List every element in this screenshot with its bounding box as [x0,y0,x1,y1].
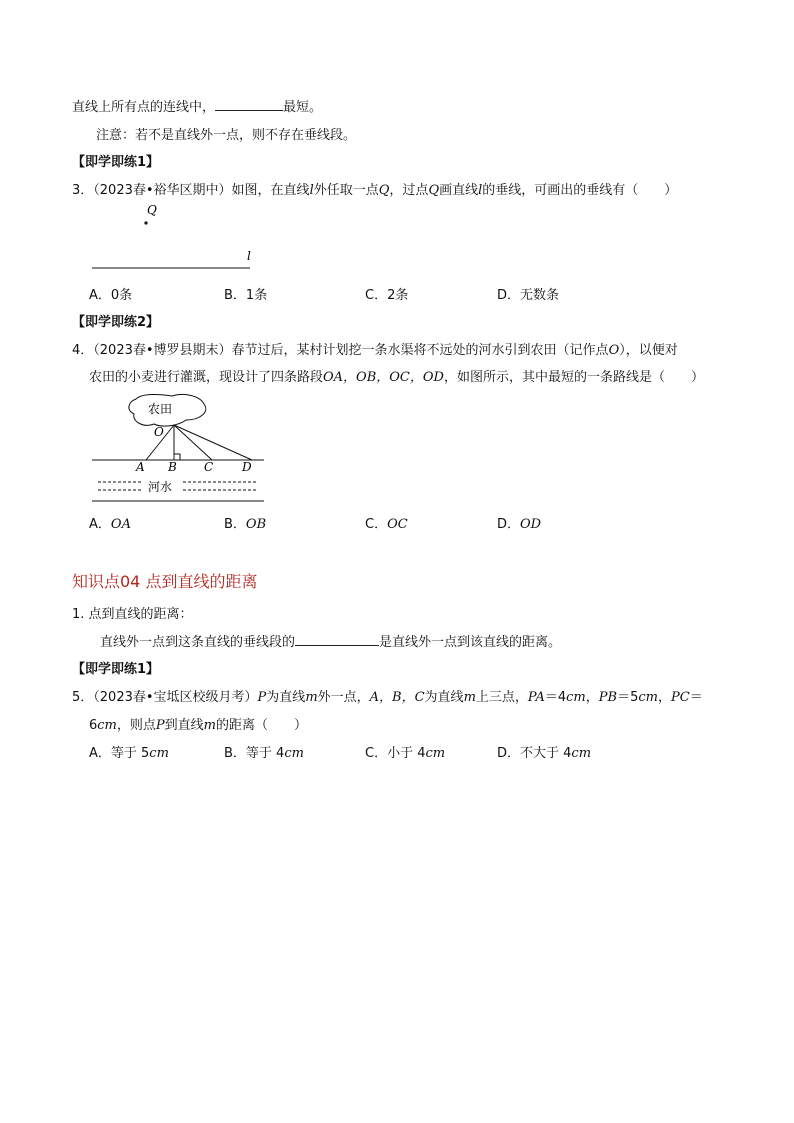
question-3-figure [80,198,280,278]
point-q-label: Q [147,203,157,217]
segment-od [174,425,252,460]
q5-option-c[interactable]: C．小于 4cm [365,746,446,761]
point-q [144,221,147,224]
question-3-text: 3．（2023春•裕华区期中）如图，在直线l外任取一点Q，过点Q画直线l的垂线，可画出的垂线有（ ） [72,183,678,198]
q5-option-b[interactable]: B．等于 4cm [224,746,304,761]
q3-option-a[interactable]: A．0条 [89,288,133,303]
practice-label: 【即学即练2】 [72,315,160,330]
question-4-text: 4．（2023春•博罗县期末）春节过后，某村计划挖一条水渠将不远处的河水引到农田（记作点O），以便对 [72,343,678,358]
fill-blank [215,98,283,111]
definition-text: 直线外一点到这条直线的垂线段的 是直线外一点到该直线的距离。 [100,635,562,650]
question-4-figure [88,390,288,505]
question-4-text-line2: 农田的小麦进行灌溉，现设计了四条路段OA，OB，OC，OD，如图所示，其中最短的一条路线是（ ） [89,370,704,385]
point-b-label: B [168,460,177,474]
practice-label: 【即学即练1】 [72,155,160,170]
q3-option-c[interactable]: C．2条 [365,288,409,303]
q5-option-a[interactable]: A．等于 5cm [89,746,169,761]
point-o-label: O [154,425,164,439]
q4-option-a[interactable]: A．OA [89,517,131,532]
q4-option-d[interactable]: D．OD [497,517,542,532]
point-a-label: A [136,460,145,474]
q4-option-c[interactable]: C．OC [365,517,408,532]
note-text: 注意：若不是直线外一点，则不存在垂线段。 [96,128,357,143]
q5-option-d[interactable]: D．不大于 4cm [497,746,592,761]
q3-option-b[interactable]: B．1条 [224,288,268,303]
question-5-text: 5．（2023春•宝坻区校级月考）P为直线m外一点，A，B，C为直线m上三点，PA＝4cm，PB＝5cm，PC＝ [72,690,703,705]
section-heading: 知识点04 点到直线的距离 [72,572,258,591]
text-line-shortest: 直线上所有点的连线中， 最短。 [72,100,323,115]
farm-label: 农田 [148,402,173,416]
fill-blank [295,633,379,646]
definition-title: 1. 点到直线的距离： [72,607,193,622]
river-label: 河水 [148,480,173,494]
question-5-text-line2: 6cm，则点P到直线m的距离（ ） [89,718,308,733]
point-d-label: D [242,460,252,474]
point-c-label: C [204,460,214,474]
q3-option-d[interactable]: D．无数条 [497,288,560,303]
line-l-label: l [247,249,251,263]
q4-option-b[interactable]: B．OB [224,517,267,532]
practice-label: 【即学即练1】 [72,662,160,677]
